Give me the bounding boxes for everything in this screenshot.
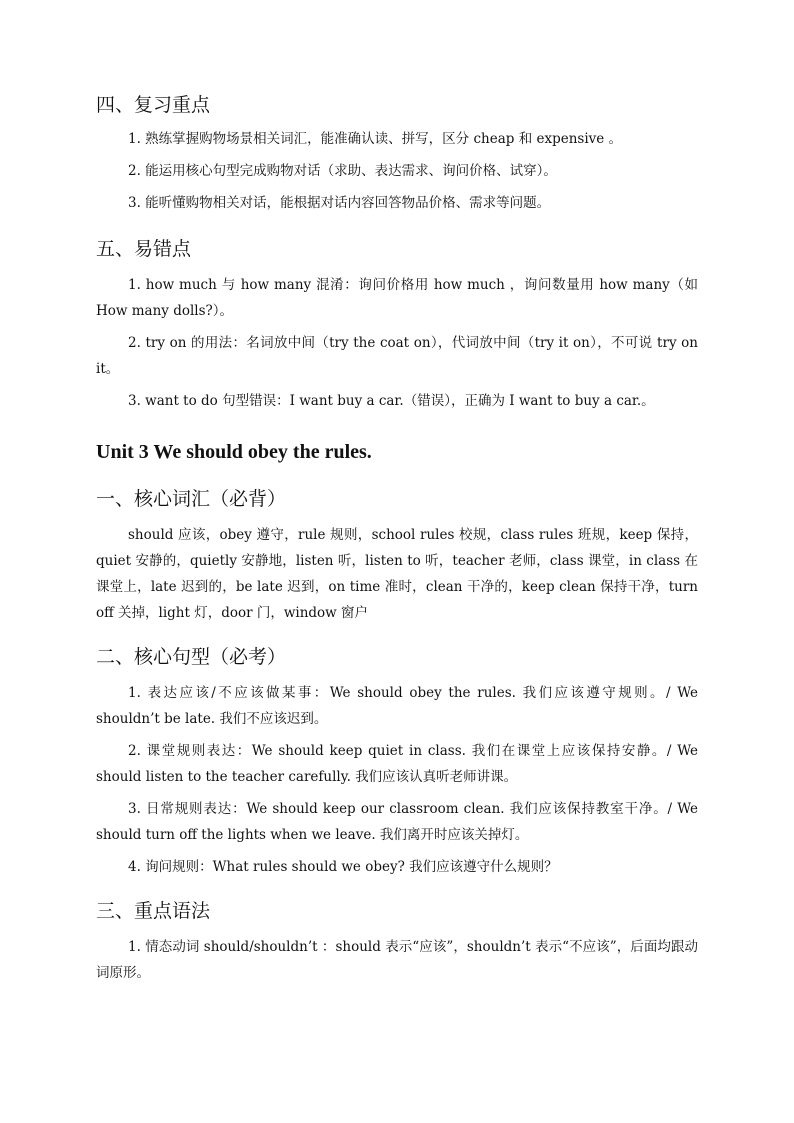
grammar-heading: 三、重点语法 — [96, 900, 211, 922]
review-item: 3. 能听懂购物相关对话，能根据对话内容回答物品价格、需求等问题。 — [128, 195, 551, 211]
sentences-item: 3. 日常规则表达：We should keep our classroom clean. 我们应该保持教室干净。/ We should turn off the lights when we leave. 我们离开时应该关掉灯。 — [96, 801, 698, 843]
review-heading: 四、复习重点 — [96, 94, 211, 116]
grammar-item: 1. 情态动词 should/shouldn’t ：should 表示“应该”，shouldn’t 表示“不应该”，后面均跟动词原形。 — [96, 939, 698, 981]
review-item: 2. 能运用核心句型完成购物对话（求助、表达需求、询问价格、试穿）。 — [128, 163, 557, 179]
vocab-heading: 一、核心词汇（必背） — [96, 488, 287, 510]
errors-item: 2. try on 的用法：名词放中间（try the coat on），代词放中间（try it on），不可说 try on it。 — [96, 335, 698, 377]
errors-heading: 五、易错点 — [96, 238, 192, 260]
sentences-item: 2. 课堂规则表达：We should keep quiet in class. 我们在课堂上应该保持安静。/ We should listen to the teacher carefully. 我们应该认真听老师讲课。 — [96, 743, 698, 785]
review-item: 1. 熟练掌握购物场景相关词汇，能准确认读、拼写，区分 cheap 和 expensive 。 — [128, 131, 623, 147]
errors-item: 3. want to do 句型错误：I want buy a car.（错误），正确为 I want to buy a car.。 — [128, 393, 655, 409]
sentences-item: 1. 表达应该/不应该做某事：We should obey the rules. 我们应该遵守规则。/ We shouldn’t be late. 我们不应该迟到。 — [96, 685, 698, 727]
unit-title: Unit 3 We should obey the rules. — [96, 441, 372, 463]
vocab-text: should 应该，obey 遵守，rule 规则，school rules 校规，class rules 班规，keep 保持，quiet 安静的，quietly 安静地，listen 听，listen to 听，teacher 老师，class 课堂，in class 在课堂上，late 迟到的，be late 迟到，on time 准时，clean 干净的，keep clean 保持干净，turn off 关掉，light 灯，door 门，window 窗户 — [96, 527, 698, 621]
sentences-item: 4. 询问规则：What rules should we obey? 我们应该遵守什么规则？ — [128, 859, 558, 875]
sentences-heading: 二、核心句型（必考） — [96, 646, 287, 668]
errors-item: 1. how much 与 how many 混淆：询问价格用 how much ，询问数量用 how many（如 How many dolls?）。 — [96, 277, 698, 319]
document-page — [96, 92, 698, 986]
